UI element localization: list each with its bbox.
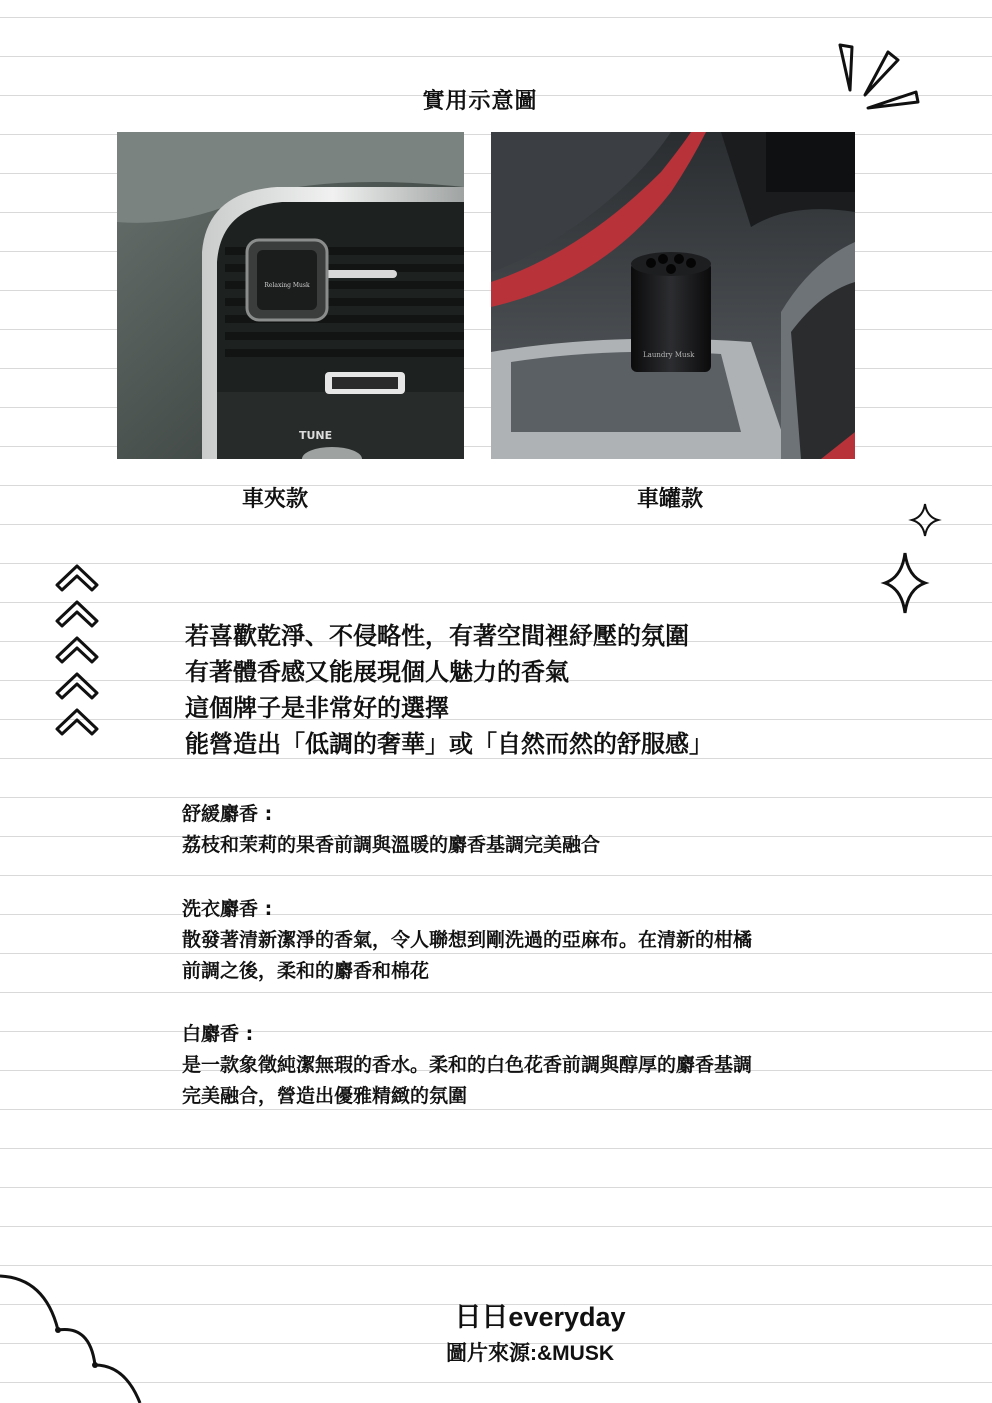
large-sparkle-icon (882, 550, 928, 616)
scent-white-musk (182, 1019, 902, 1112)
accent-strokes-icon (830, 40, 930, 120)
headline-line: 這個牌子是非常好的選擇 (185, 694, 449, 722)
scent-description: 完美融合，營造出優雅精緻的氛圍 (182, 1085, 468, 1107)
scent-label: 白麝香 : (182, 1023, 254, 1045)
cup-holder-photo (491, 132, 855, 459)
can-brand-label: Laundry Musk (643, 351, 695, 359)
headline-line: 有著體香感又能展現個人魅力的香氣 (185, 658, 569, 686)
small-sparkle-icon (910, 502, 940, 538)
scent-description: 荔枝和茉莉的果香前調與溫暖的麝香基調完美融合 (182, 834, 601, 856)
image-source-credit: 圖片來源:&MUSK (446, 1342, 614, 1365)
scent-label: 洗衣麝香 : (182, 898, 273, 920)
headline-line: 能營造出「低調的奢華」或「自然而然的舒服感」 (185, 730, 713, 758)
headline-block (185, 618, 885, 762)
page-title: 實用示意圖 (422, 89, 538, 114)
scent-description: 是一款象徵純潔無瑕的香水。柔和的白色花香前調與醇厚的麝香基調 (182, 1054, 753, 1076)
scent-description: 散發著清新潔淨的香氣，令人聯想到剛洗過的亞麻布。在清新的柑橘 (182, 929, 753, 951)
scent-label: 舒緩麝香 : (182, 803, 273, 825)
scent-laundry-musk (182, 894, 902, 987)
cloud-outline-icon (0, 1270, 150, 1403)
tune-label: TUNE (299, 429, 333, 442)
scent-description: 前調之後，柔和的麝香和棉花 (182, 960, 430, 982)
headline-line: 若喜歡乾淨、不侵略性，有著空間裡紓壓的氛圍 (185, 622, 689, 650)
vent-clip-caption: 車夾款 (241, 487, 308, 512)
vent-clip-photo (117, 132, 464, 459)
footer-brand: 日日everyday (454, 1302, 626, 1332)
clip-brand-label: Relaxing Musk (264, 282, 310, 289)
chevron-up-stack-icon (52, 560, 102, 750)
scent-relaxing-musk (182, 799, 902, 861)
cup-holder-caption: 車罐款 (636, 487, 703, 512)
